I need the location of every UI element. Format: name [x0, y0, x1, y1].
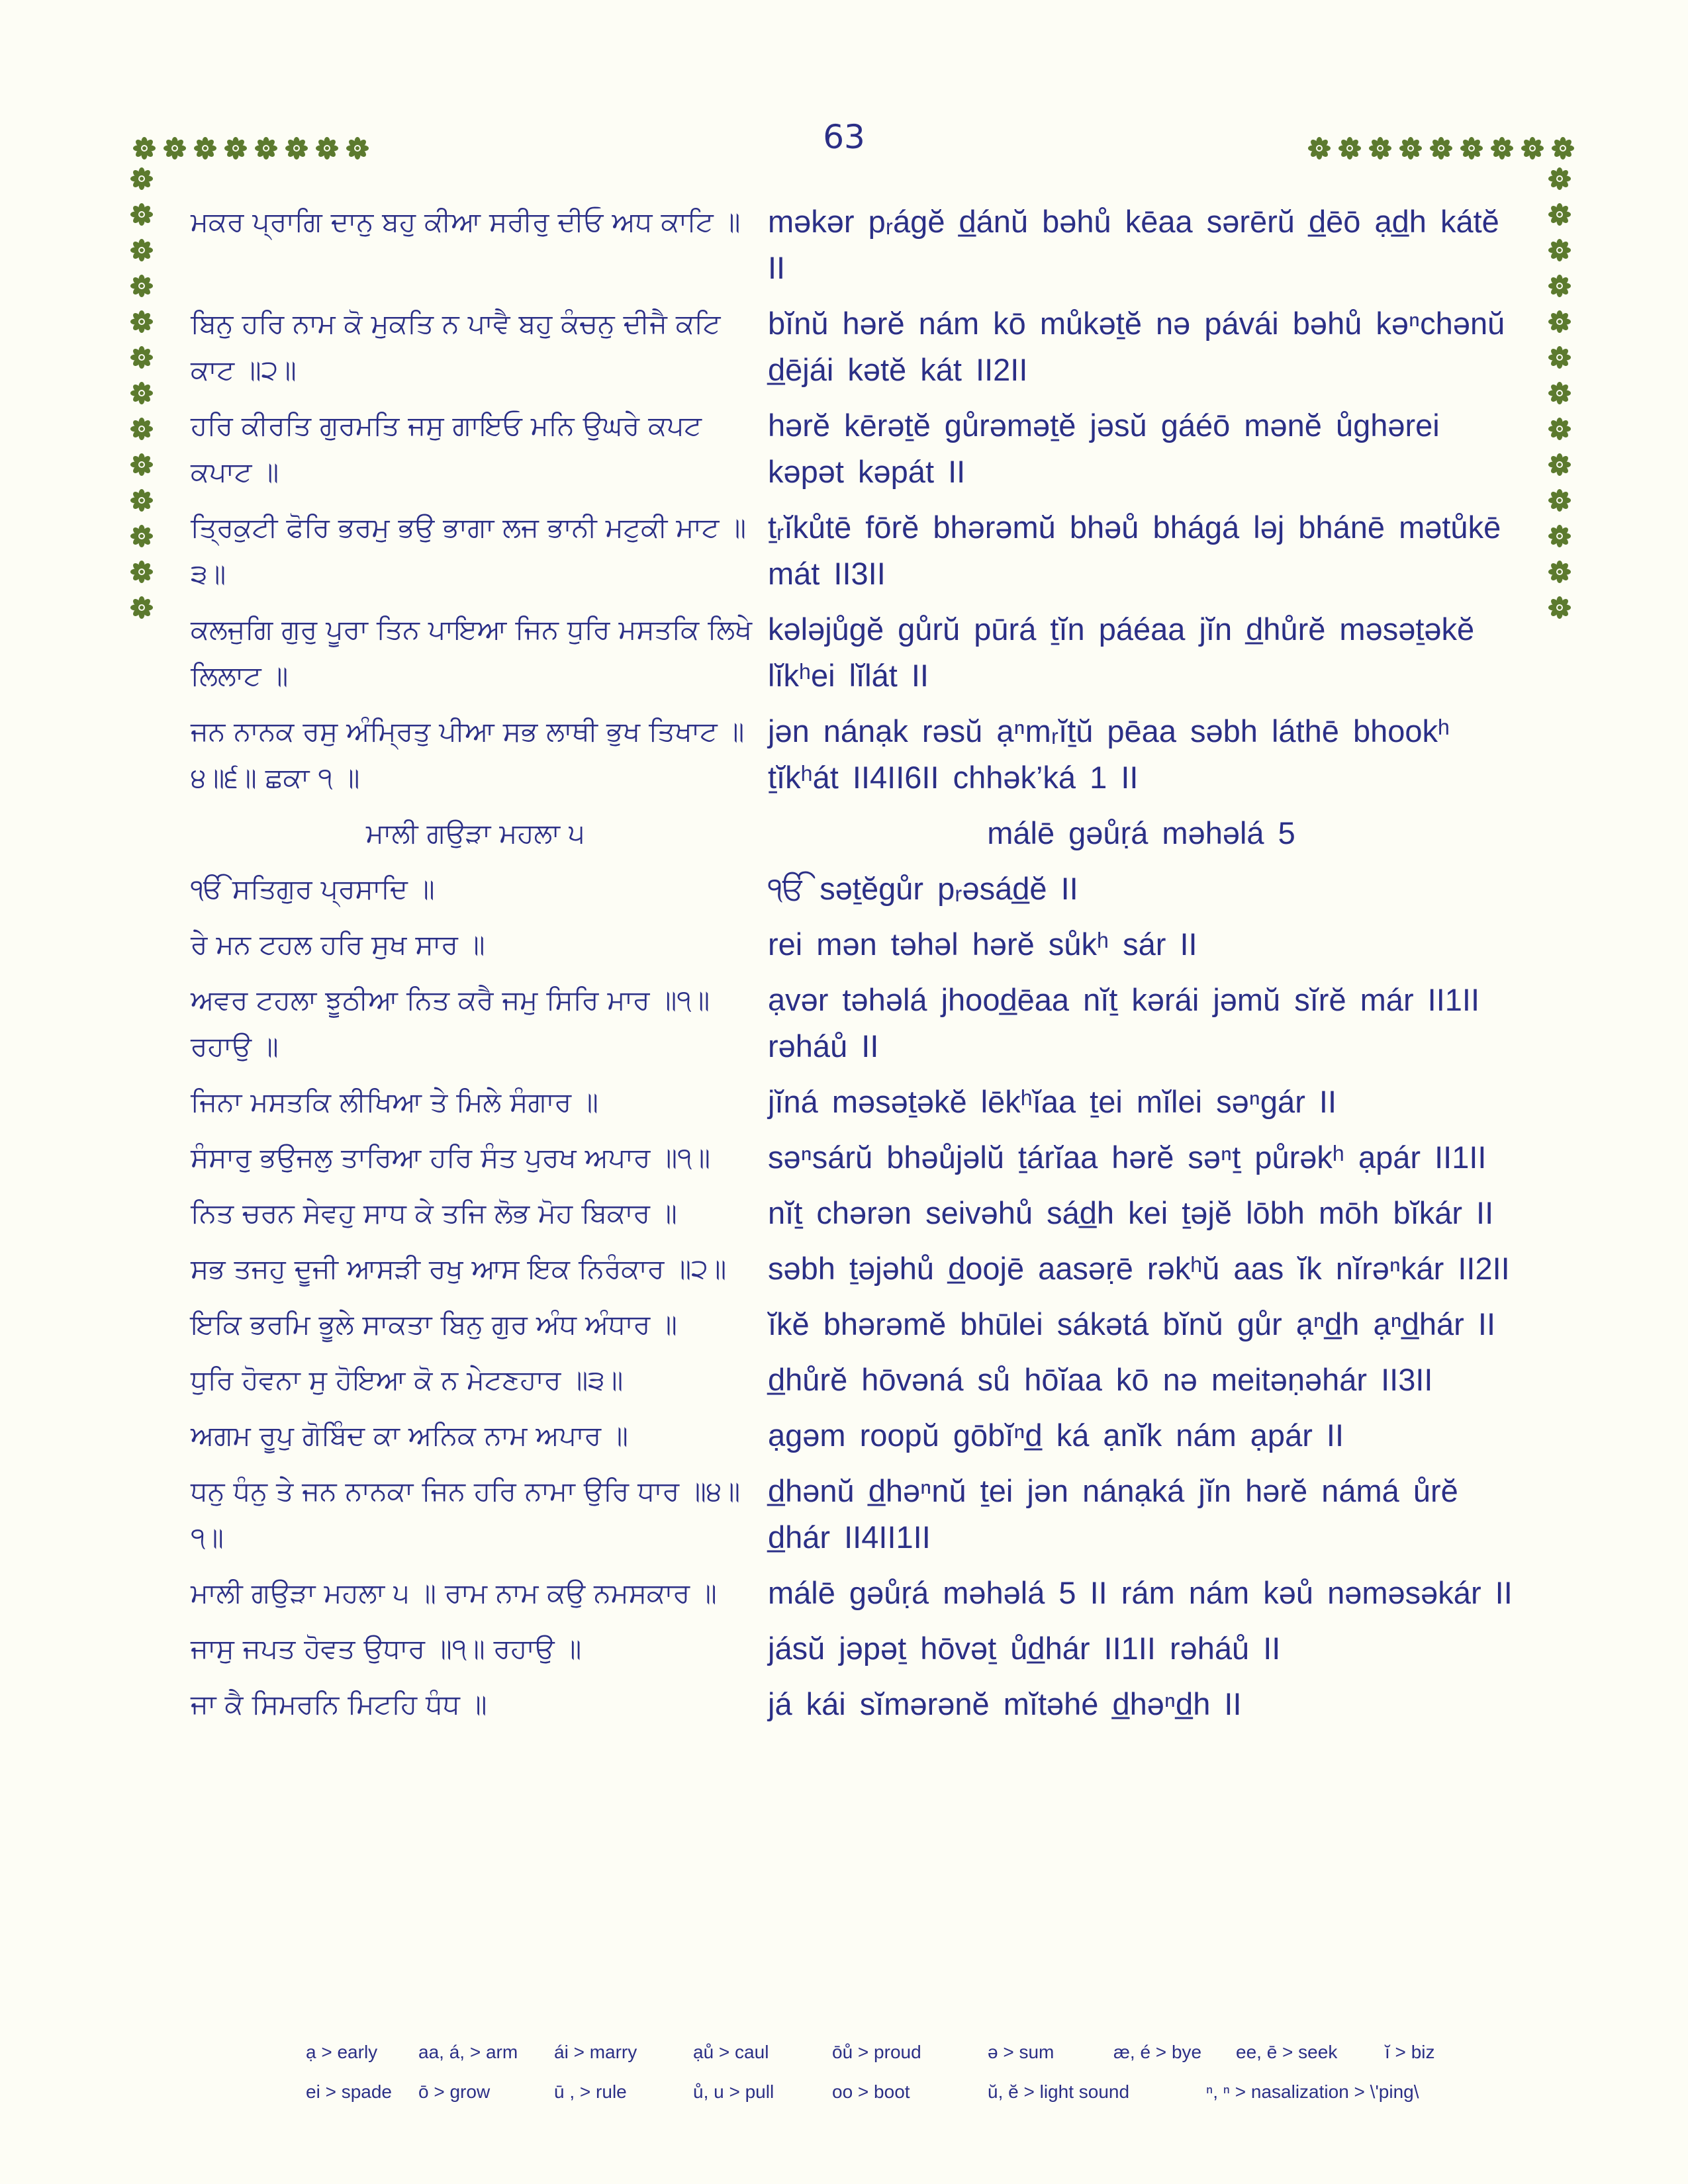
legend-item: ái > marry [554, 2042, 637, 2062]
legend-row [306, 2081, 1497, 2103]
transliteration-text: jásŭ jəpəṯ hōvəṯ ůd̲hár II1II rəháů II [768, 1631, 1281, 1666]
flower-ornament-icon [130, 203, 154, 226]
transliteration-text: já kái sĭmərənĕ mĭtəhé d̲həⁿd̲h II [768, 1686, 1242, 1721]
legend-item: ů, u > pull [693, 2081, 774, 2102]
flower-ornament-icon [130, 345, 154, 369]
flower-ornament-icon [224, 136, 248, 160]
verse-row [191, 1190, 1515, 1236]
transliteration-text: ạgəm roopŭ gōbĭⁿd̲ ká ạnĭk nám ạpár II [768, 1418, 1344, 1453]
flower-ornament-icon [130, 524, 154, 548]
flower-ornament-icon [1521, 136, 1544, 160]
gurmukhi-text: ਕਲਜੁਗਿ ਗੁਰੁ ਪੂਰਾ ਤਿਨ ਪਾਇਆ ਜਿਨ ਧੁਰਿ ਮਸਤਕਿ ਲਿਖੇ ਲਿਲਾਟ ॥ [191, 614, 753, 692]
flower-ornament-icon [130, 381, 154, 405]
verse-row [191, 708, 1515, 801]
gurmukhi-text: ਹਰਿ ਕੀਰਤਿ ਗੁਰਮਤਿ ਜਸੁ ਗਾਇਓ ਮਨਿ ਉਘਰੇ ਕਪਟ ਕਪਾਟ ॥ [191, 410, 702, 488]
gurmukhi-text: ਸਭ ਤਜਹੁ ਦੂਜੀ ਆਸੜੀ ਰਖੁ ਆਸ ਇਕ ਨਿਰੰਕਾਰ ॥੨॥ [191, 1253, 727, 1285]
gurmukhi-text: ਮਾਲੀ ਗਉੜਾ ਮਹਲਾ ੫ ॥ ਰਾਮ ਨਾਮ ਕਉ ਨਮਸਕਾਰ ॥ [191, 1577, 717, 1609]
gurmukhi-text: ਰੇ ਮਨ ਟਹਲ ਹਰਿ ਸੁਖ ਸਾਰ ॥ [191, 929, 485, 960]
verse-row [191, 1301, 1515, 1347]
flower-ornament-icon [1548, 167, 1571, 191]
gurmukhi-text: ਜਾ ਕੈ ਸਿਮਰਨਿ ਮਿਟਹਿ ਧੰਧ ॥ [191, 1688, 487, 1720]
flower-ornament-icon [1368, 136, 1392, 160]
verse-row [191, 402, 1515, 495]
verse-row [191, 1468, 1515, 1561]
verse-row [191, 1681, 1515, 1727]
flower-ornament-icon [130, 274, 154, 298]
flower-ornament-icon [1548, 488, 1571, 512]
gurmukhi-text: ਇਕਿ ਭਰਮਿ ਭੂਲੇ ਸਾਕਤਾ ਬਿਨੁ ਗੁਰ ਅੰਧ ਅੰਧਾਰ ॥ [191, 1308, 677, 1340]
gurmukhi-text: ਧੁਰਿ ਹੋਵਨਾ ਸੁ ਹੋਇਆ ਕੋ ਨ ਮੇਟਣਹਾਰ ॥੩॥ [191, 1364, 624, 1396]
transliteration-text: d̲hůrĕ hōvəná sů hōĭaa kō nə meitəṇəhár II3II [768, 1362, 1433, 1397]
flower-ornament-icon [1460, 136, 1483, 160]
border-top-left [132, 136, 369, 160]
verse-row [191, 1412, 1515, 1459]
transliteration-text: məkər pᵣágĕ d̲ánŭ bəhů kēaa sərērŭ d̲ēō ạd̲h kátĕ II [768, 204, 1499, 285]
transliteration-heading: málē gəůṛá məhəlá 5 [987, 815, 1295, 850]
transliteration-text: bĭnŭ hərĕ nám kō můkəṯĕ nə pávái bəhů kəⁿchənŭ d̲ējái kətĕ kát II2II [768, 306, 1505, 387]
flower-ornament-icon [130, 167, 154, 191]
gurmukhi-text: ੴ ਸਤਿਗੁਰ ਪ੍ਰਸਾਦਿ ॥ [191, 873, 435, 905]
section-heading-row [191, 810, 1515, 856]
legend-item: ō > grow [418, 2081, 491, 2102]
verse-row [191, 1246, 1515, 1292]
flower-ornament-icon [130, 560, 154, 584]
flower-ornament-icon [1548, 238, 1571, 262]
gurmukhi-text: ਨਿਤ ਚਰਨ ਸੇਵਹੁ ਸਾਧ ਕੇ ਤਜਿ ਲੋਭ ਮੋਹ ਬਿਕਾਰ ॥ [191, 1197, 677, 1229]
verse-row [191, 1079, 1515, 1125]
transliteration-text: rei mən təhəl hərĕ sůkʰ sár II [768, 927, 1197, 962]
flower-ornament-icon [1490, 136, 1514, 160]
gurmukhi-text: ਅਵਰ ਟਹਲਾ ਝੂਠੀਆ ਨਿਤ ਕਰੈ ਜਮੁ ਸਿਰਿ ਮਾਰ ॥੧॥ ਰਹਾਉ ॥ [191, 984, 710, 1062]
flower-ornament-icon [1548, 453, 1571, 477]
gurmukhi-heading: ਮਾਲੀ ਗਉੜਾ ਮਹਲਾ ੫ [365, 817, 585, 849]
transliteration-text: jĭná məsəṯəkĕ lēkʰĭaa ṯei mĭlei səⁿgár II [768, 1084, 1337, 1119]
border-top-right [1307, 136, 1575, 160]
gurmukhi-text: ਅਗਮ ਰੂਪੁ ਗੋਬਿੰਦ ਕਾ ਅਨਿਕ ਨਾਮ ਅਪਾਰ ॥ [191, 1420, 628, 1451]
legend-item: oo > boot [832, 2081, 910, 2102]
flower-ornament-icon [285, 136, 308, 160]
flower-ornament-icon [130, 488, 154, 512]
flower-ornament-icon [1399, 136, 1423, 160]
legend-item: ĭ > biz [1385, 2042, 1435, 2062]
gurmukhi-text: ਜਾਸੁ ਜਪਤ ਹੋਵਤ ਉਧਾਰ ॥੧॥ ਰਹਾਉ ॥ [191, 1633, 582, 1664]
gurmukhi-text: ਤ੍ਰਿਕੁਟੀ ਫੋਰਿ ਭਰਮੁ ਭਉ ਭਾਗਾ ਲਜ ਭਾਨੀ ਮਟੁਕੀ ਮਾਟ ॥੩॥ [191, 512, 747, 590]
flower-ornament-icon [130, 417, 154, 441]
legend-item: ōů > proud [832, 2042, 921, 2062]
flower-ornament-icon [132, 136, 156, 160]
flower-ornament-icon [1548, 203, 1571, 226]
page-number: 63 [823, 118, 865, 156]
flower-ornament-icon [1548, 274, 1571, 298]
flower-ornament-icon [1338, 136, 1362, 160]
flower-ornament-icon [1548, 560, 1571, 584]
legend-item: æ, é > bye [1113, 2042, 1202, 2062]
legend-item: aa, á, > arm [418, 2042, 518, 2062]
verse-row [191, 606, 1515, 699]
transliteration-text: ੴ səṯĕgůr pᵣəsád̲ĕ II [768, 871, 1078, 906]
legend-item: ⁿ, ⁿ > nasalization > \'ping\ [1206, 2081, 1419, 2102]
flower-ornament-icon [1548, 381, 1571, 405]
transliteration-text: málē gəůṛá məhəlá 5 II rám nám kəů nəməsəkár II [768, 1575, 1513, 1610]
legend-item: ū , > rule [554, 2081, 627, 2102]
transliteration-text: hərĕ kērəṯĕ gůrəməṯĕ jəsŭ gáéō mənĕ ůghərei kəpət kəpát II [768, 408, 1440, 489]
gurmukhi-text: ਮਕਰ ਪ੍ਰਾਗਿ ਦਾਨੁ ਬਹੁ ਕੀਆ ਸਰੀਰੁ ਦੀਓ ਅਧ ਕਾਟਿ ॥ [191, 206, 741, 238]
flower-ornament-icon [1429, 136, 1453, 160]
gurmukhi-text: ਜਿਨਾ ਮਸਤਕਿ ਲੀਖਿਆ ਤੇ ਮਿਲੇ ਸੰਗਾਰ ॥ [191, 1086, 598, 1118]
verse-row [191, 1570, 1515, 1616]
legend-item: ei > spade [306, 2081, 392, 2102]
flower-ornament-icon [163, 136, 187, 160]
border-left [130, 167, 154, 619]
gurmukhi-text: ਸੰਸਾਰੁ ਭਉਜਲੁ ਤਾਰਿਆ ਹਰਿ ਸੰਤ ਪੁਰਖ ਅਪਾਰ ॥੧॥ [191, 1142, 711, 1173]
verse-row [191, 977, 1515, 1069]
legend-row [306, 2042, 1497, 2063]
transliteration-text: səbh ṯəjəhů d̲oojē aasəṛē rəkʰŭ aas ĭk nĭrəⁿkár II2II [768, 1251, 1510, 1286]
verse-table [191, 199, 1515, 1737]
flower-ornament-icon [1548, 310, 1571, 334]
border-right [1548, 167, 1571, 619]
transliteration-text: nĭṯ chərən seivəhů sád̲h kei ṯəjĕ lōbh mōh bĭkár II [768, 1195, 1494, 1230]
legend-item: ạů > caul [693, 2042, 769, 2062]
flower-ornament-icon [315, 136, 339, 160]
verse-row [191, 504, 1515, 597]
gurmukhi-text: ਬਿਨੁ ਹਰਿ ਨਾਮ ਕੋ ਮੁਕਤਿ ਨ ਪਾਵੈ ਬਹੁ ਕੰਚਨੁ ਦੀਜੈ ਕਟਿ ਕਾਟ ॥੨॥ [191, 308, 721, 386]
flower-ornament-icon [1548, 524, 1571, 548]
transliteration-text: jən nánạk rəsŭ ạⁿmᵣĭṯŭ pēaa səbh láthē bhookʰ ṯĭkʰát II4II6II chhək’ká 1 II [768, 713, 1450, 795]
flower-ornament-icon [1548, 417, 1571, 441]
flower-ornament-icon [193, 136, 217, 160]
transliteration-text: ṯᵣĭkůtē fōrĕ bhərəmŭ bhəů bhágá ləj bhánē mətůkē mát II3II [768, 510, 1501, 591]
legend-item: ə > sum [988, 2042, 1055, 2062]
transliteration-text: səⁿsárŭ bhəůjəlŭ ṯárĭaa hərĕ səⁿṯ půrəkʰ ạpár II1II [768, 1140, 1487, 1175]
transliteration-text: kələjůgĕ gůrŭ pūrá ṯĭn páéaa jĭn d̲hůrĕ məsəṯəkĕ lĭkʰei lĭlát II [768, 612, 1475, 693]
transliteration-text: ạvər təhəlá jhood̲ēaa nĭṯ kərái jəmŭ sĭrĕ már II1II rəháů II [768, 982, 1480, 1064]
pronunciation-legend [306, 2042, 1497, 2121]
flower-ornament-icon [130, 453, 154, 477]
legend-item: ee, ē > seek [1236, 2042, 1338, 2062]
flower-ornament-icon [130, 310, 154, 334]
legend-item: ạ > early [306, 2042, 378, 2062]
flower-ornament-icon [346, 136, 369, 160]
flower-ornament-icon [1548, 345, 1571, 369]
verse-row [191, 1625, 1515, 1672]
flower-ornament-icon [254, 136, 278, 160]
verse-row [191, 1134, 1515, 1181]
flower-ornament-icon [1551, 136, 1575, 160]
verse-row [191, 300, 1515, 393]
gurmukhi-text: ਧਨੁ ਧੰਨੁ ਤੇ ਜਨ ਨਾਨਕਾ ਜਿਨ ਹਰਿ ਨਾਮਾ ਉਰਿ ਧਾਰ ॥੪॥੧॥ [191, 1475, 741, 1553]
verse-row [191, 921, 1515, 968]
verse-row [191, 866, 1515, 912]
legend-item: ŭ, ĕ > light sound [988, 2081, 1130, 2102]
flower-ornament-icon [1307, 136, 1331, 160]
transliteration-text: d̲hənŭ d̲həⁿnŭ ṯei jən nánạká jĭn hərĕ námá ůrĕ d̲hár II4II1II [768, 1473, 1458, 1555]
verse-row [191, 1357, 1515, 1403]
flower-ornament-icon [130, 238, 154, 262]
flower-ornament-icon [130, 596, 154, 619]
transliteration-text: ĭkĕ bhərəmĕ bhūlei sákətá bĭnŭ gůr ạⁿd̲h ạⁿd̲hár II [768, 1306, 1496, 1342]
gurmukhi-text: ਜਨ ਨਾਨਕ ਰਸੁ ਅੰਮ੍ਰਿਤੁ ਪੀਆ ਸਭ ਲਾਥੀ ਭੁਖ ਤਿਖਾਟ ॥੪॥੬॥ ਛਕਾ ੧ ॥ [191, 715, 745, 794]
verse-row [191, 199, 1515, 291]
flower-ornament-icon [1548, 596, 1571, 619]
